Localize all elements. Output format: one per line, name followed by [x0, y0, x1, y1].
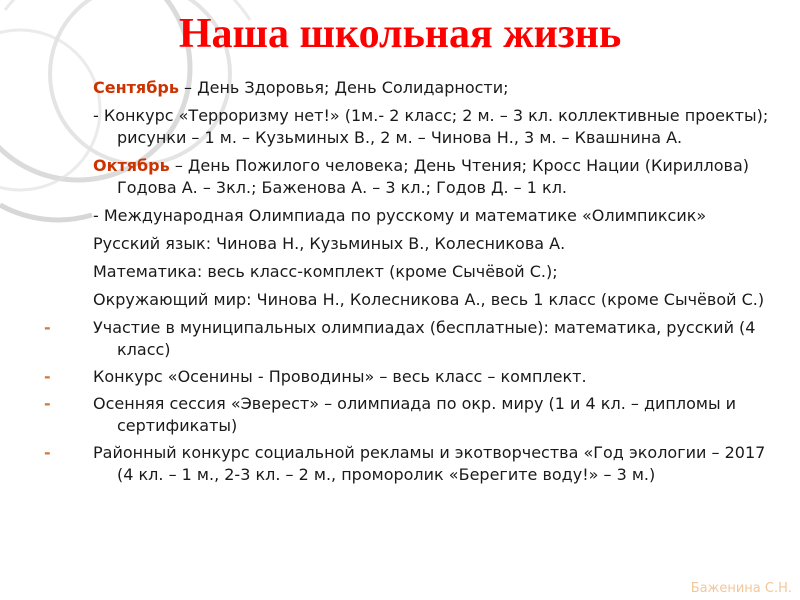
list-item [93, 205, 773, 227]
item-text: – День Здоровья; День Солидарности; [178, 78, 509, 97]
list-item [93, 77, 773, 99]
list-item [93, 105, 773, 149]
bullet-text: Осенняя сессия «Эверест» – олимпиада по окр. миру (1 и 4 кл. – дипломы и сертификаты) [93, 394, 737, 435]
item-text: Окружающий мир: Чинова Н., Колесникова А., весь 1 класс (кроме Сычёвой С.) [93, 290, 765, 309]
bullet-text: Районный конкурс социальной рекламы и экотворчества «Год экологии – 2017 (4 кл. – 1 м., 2-3 кл. – 2 м., проморолик «Берегите воду!» – 3 м.) [93, 443, 766, 484]
author-signature: Баженина С.Н. [690, 581, 792, 596]
item-text: - Конкурс «Терроризму нет!» (1м.- 2 класс; 2 м. – 3 кл. коллективные проекты); рисунки – 1 м. – Кузьминых В., 2 м. – Чинова Н., 3 м. – Квашнина А. [93, 106, 769, 147]
list-item [93, 155, 773, 199]
item-text: – День Пожилого человека; День Чтения; Кросс Нации (Кириллова) Годова А. – 3кл.; Баженова А. – 3 кл.; Годов Д. – 1 кл. [117, 156, 749, 197]
slide-title: Наша школьная жизнь [178, 11, 622, 57]
item-text: - Международная Олимпиада по русскому и математике «Олимпиксик» [93, 206, 707, 225]
item-text: Математика: весь класс-комплект (кроме Сычёвой С.); [93, 262, 558, 281]
bullet-item: - Конкурс «Осенины - Проводины» – весь класс – комплект. [44, 367, 587, 386]
month-label: Сентябрь [93, 78, 179, 97]
bullet-item: - Районный конкурс социальной рекламы и экотворчества «Год экологии – 2017 (4 кл. – 1 м., 2-3 кл. – 2 м., проморолик «Берегите воду!» – 3 м.) [44, 443, 766, 484]
month-label: Октябрь [93, 156, 170, 175]
slide-content [44, 77, 773, 491]
bullet-item: - Участие в муниципальных олимпиадах (бесплатные): математика, русский (4 класс) [44, 318, 756, 359]
item-text: Русский язык: Чинова Н., Кузьминых В., Колесникова А. [93, 234, 566, 253]
bullet-text: Участие в муниципальных олимпиадах (бесплатные): математика, русский (4 класс) [93, 318, 756, 359]
list-item [93, 261, 773, 283]
bullet-text: Конкурс «Осенины - Проводины» – весь класс – комплект. [93, 367, 587, 386]
bullet-item: - Осенняя сессия «Эверест» – олимпиада по окр. миру (1 и 4 кл. – дипломы и сертификаты) [44, 394, 737, 435]
list-item [93, 289, 773, 311]
list-item [93, 233, 773, 255]
